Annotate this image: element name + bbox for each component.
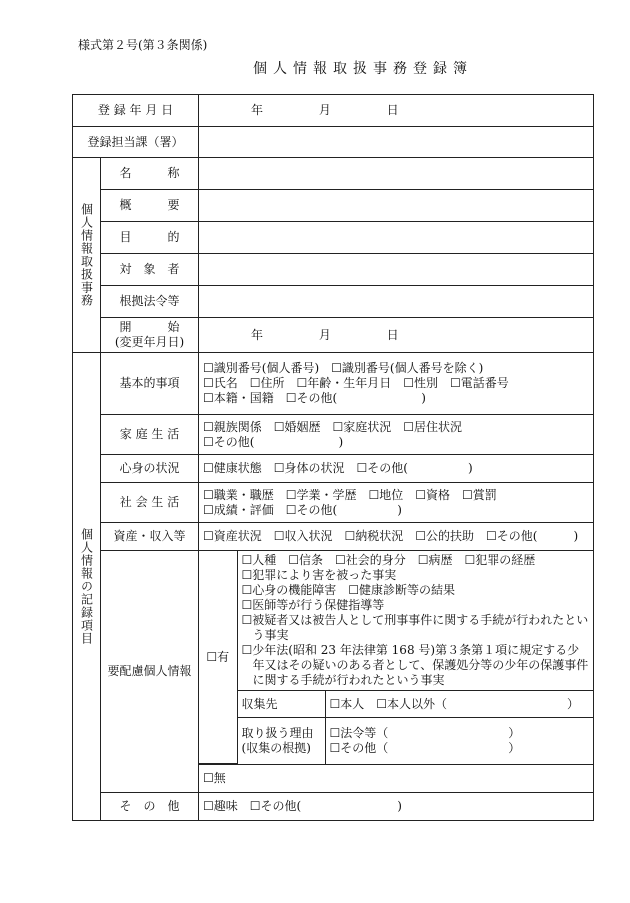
reason-label-line1: 取り扱う理由 xyxy=(241,725,314,740)
row-department xyxy=(73,127,594,158)
registration-year: 年 xyxy=(251,103,264,117)
registration-date-label: 登 録 年 月 日 xyxy=(73,95,199,127)
sensitive-label: 要配慮個人情報 xyxy=(101,551,199,793)
start-date-label xyxy=(101,318,199,353)
start-year: 年 xyxy=(251,327,264,342)
row-purpose xyxy=(73,222,594,254)
family-options[interactable] xyxy=(199,415,594,455)
reason-label-line2: (収集の根拠) xyxy=(241,740,311,755)
section1-heading xyxy=(73,158,101,353)
social-line1[interactable]: ☐職業・職歴 ☐学業・学歴 ☐地位 ☐資格 ☐賞罰 xyxy=(203,487,497,502)
sensitive-no-option[interactable]: ☐無 xyxy=(199,765,594,793)
health-line1[interactable]: ☐健康状態 ☐身体の状況 ☐その他( ) xyxy=(203,461,473,475)
purpose-label: 目 的 xyxy=(101,222,199,254)
section2-heading xyxy=(73,353,101,821)
sensitive-yes-block xyxy=(199,551,594,765)
name-field[interactable] xyxy=(199,158,594,190)
social-line2[interactable]: ☐成績・評価 ☐その他( ) xyxy=(203,502,402,517)
reason-label xyxy=(237,718,325,764)
form-number: 様式第２号(第３条関係) xyxy=(78,38,208,52)
registration-form-table xyxy=(72,94,594,821)
purpose-field[interactable] xyxy=(199,222,594,254)
summary-field[interactable] xyxy=(199,190,594,222)
row-other xyxy=(73,793,594,821)
family-line1[interactable]: ☐親族関係 ☐婚姻歴 ☐家庭状況 ☐居住状況 xyxy=(203,419,463,434)
social-options[interactable] xyxy=(199,483,594,523)
reason-options xyxy=(325,718,593,764)
assets-label: 資産・収入等 xyxy=(101,523,199,551)
registration-date-field[interactable] xyxy=(199,95,594,127)
page-title-text: 個人情報取扱事務登録簿 xyxy=(253,61,473,77)
collection-row xyxy=(199,691,593,718)
section2-heading-text: 個人情報の記録項目 xyxy=(79,528,94,645)
sensitive-yes-option[interactable]: ☐有 xyxy=(199,551,237,764)
legal-basis-label: 根拠法令等 xyxy=(101,286,199,318)
page-title xyxy=(0,58,630,78)
reason-line2[interactable]: ☐その他（ ） xyxy=(329,740,521,755)
row-health xyxy=(73,455,594,483)
row-start-date xyxy=(73,318,594,353)
legal-basis-field[interactable] xyxy=(199,286,594,318)
department-field[interactable] xyxy=(199,127,594,158)
sensitive-inner-table xyxy=(199,551,593,764)
row-family xyxy=(73,415,594,455)
health-options[interactable] xyxy=(199,455,594,483)
row-assets xyxy=(73,523,594,551)
subject-field[interactable] xyxy=(199,254,594,286)
row-registration-date xyxy=(73,95,594,127)
basic-line2[interactable]: ☐氏名 ☐住所 ☐年齢・生年月日 ☐性別 ☐電話番号 xyxy=(203,376,509,390)
other-line1[interactable]: ☐趣味 ☐その他( ) xyxy=(203,799,402,813)
basic-line3[interactable]: ☐本籍・国籍 ☐その他( ) xyxy=(203,391,426,405)
other-options[interactable] xyxy=(199,793,594,821)
reason-row xyxy=(199,718,593,764)
other-label: そ の 他 xyxy=(101,793,199,821)
start-date-label-line1: 開 始 xyxy=(119,320,180,334)
sensitive-items xyxy=(237,551,593,691)
sensitive-item-4[interactable]: ☐医師等が行う保健指導等 xyxy=(241,598,385,612)
row-sensitive xyxy=(73,551,594,765)
health-label: 心身の状況 xyxy=(101,455,199,483)
start-month: 月 xyxy=(318,327,331,342)
sensitive-items-row xyxy=(199,551,593,691)
social-label: 社 会 生 活 xyxy=(101,483,199,523)
family-line2[interactable]: ☐その他( ) xyxy=(203,434,344,449)
sensitive-item-2[interactable]: ☐犯罪により害を被った事実 xyxy=(241,568,397,582)
department-label: 登録担当課（署） xyxy=(73,127,199,158)
sensitive-item-6[interactable]: ☐少年法(昭和 23 年法律第 168 号)第３条第１項に規定する少年又はその疑いのある者として、保護処分等の少年の保護事件に関する手続が行われたという事実 xyxy=(241,643,589,687)
row-name xyxy=(73,158,594,190)
start-date-field[interactable] xyxy=(199,318,594,353)
basic-line1[interactable]: ☐識別番号(個人番号) ☐識別番号(個人番号を除く) xyxy=(203,361,484,375)
collection-options[interactable]: ☐本人 ☐本人以外（ ） xyxy=(325,691,593,718)
sensitive-item-1[interactable]: ☐人種 ☐信条 ☐社会的身分 ☐病歴 ☐犯罪の経歴 xyxy=(241,553,536,567)
basic-options[interactable] xyxy=(199,353,594,415)
row-legal-basis xyxy=(73,286,594,318)
start-day: 日 xyxy=(386,327,399,342)
row-basic xyxy=(73,353,594,415)
collection-label: 収集先 xyxy=(237,691,325,718)
registration-month: 月 xyxy=(318,103,331,117)
registration-day: 日 xyxy=(386,103,399,117)
row-subject xyxy=(73,254,594,286)
row-summary xyxy=(73,190,594,222)
summary-label: 概 要 xyxy=(101,190,199,222)
start-date-label-line2: (変更年月日) xyxy=(114,335,185,349)
reason-line1[interactable]: ☐法令等（ ） xyxy=(329,725,521,740)
section1-heading-text: 個人情報取扱事務 xyxy=(79,203,94,307)
family-label: 家 庭 生 活 xyxy=(101,415,199,455)
sensitive-item-3[interactable]: ☐心身の機能障害 ☐健康診断等の結果 xyxy=(241,583,456,597)
name-label: 名 称 xyxy=(101,158,199,190)
sensitive-item-5[interactable]: ☐被疑者又は被告人として刑事事件に関する手続が行われたという事実 xyxy=(241,613,589,642)
basic-label: 基本的事項 xyxy=(101,353,199,415)
row-social xyxy=(73,483,594,523)
assets-line1[interactable]: ☐資産状況 ☐収入状況 ☐納税状況 ☐公的扶助 ☐その他( ) xyxy=(203,529,579,543)
assets-options[interactable] xyxy=(199,523,594,551)
subject-label: 対 象 者 xyxy=(101,254,199,286)
